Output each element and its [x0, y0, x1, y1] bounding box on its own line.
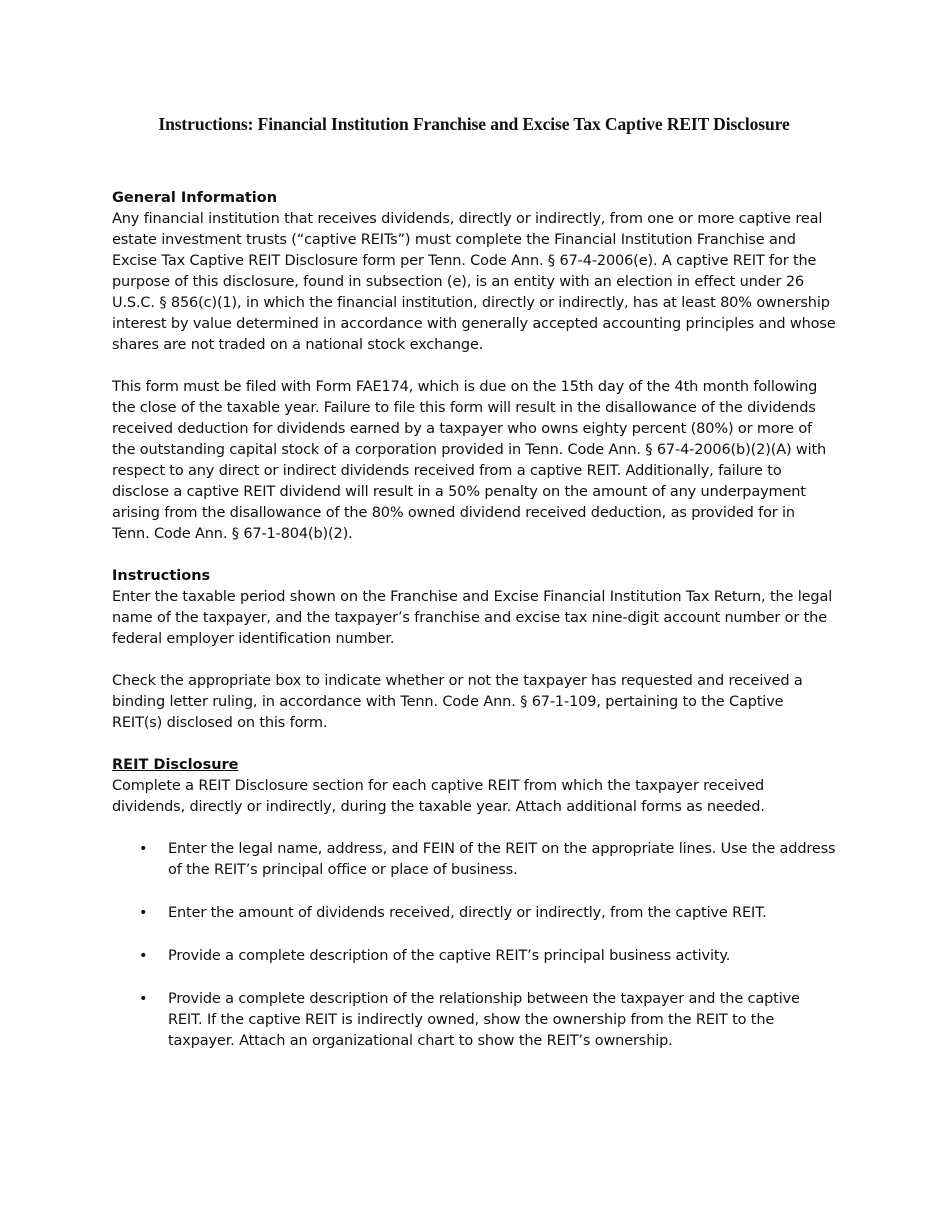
list-item — [112, 989, 836, 1052]
reit-disclosure-bullet-list — [112, 839, 836, 1052]
list-item — [112, 946, 836, 967]
reit-disclosure-heading: REIT Disclosure — [112, 757, 239, 773]
document-page — [112, 112, 836, 1074]
instructions-paragraph-1: Enter the taxable period shown on the Franchise and Excise Financial Institution Tax Return, the legal name of the taxpayer, and the taxpayer’s franchise and excise tax nine-digit account number or the federal employer identification number. — [112, 589, 833, 647]
general-information-heading: General Information — [112, 190, 278, 206]
bullet-text: Enter the legal name, address, and FEIN of the REIT on the appropriate lines. Use the address of the REIT’s principal office or place of business. — [168, 841, 836, 878]
general-information-paragraph-1: Any financial institution that receives dividends, directly or indirectly, from one or more captive real estate investment trusts (“captive REITs”) must complete the Financial Institution Franchise and Excise Tax Captive REIT Disclosure form per Tenn. Code Ann. § 67-4-2006(e). A captive REIT for the purpose of this disclosure, found in subsection (e), is an entity with an election in effect under 26 U.S.C. § 856(c)(1), in which the financial institution, directly or indirectly, has at least 80% ownership interest by value determined in accordance with generally accepted accounting principles and whose shares are not traded on a national stock exchange. — [112, 211, 836, 353]
instructions-heading: Instructions — [112, 568, 211, 584]
general-information-section — [112, 188, 836, 545]
list-item — [112, 903, 836, 924]
document-title: Instructions: Financial Institution Franchise and Excise Tax Captive REIT Disclosure — [158, 114, 790, 134]
bullet-text: Provide a complete description of the relationship between the taxpayer and the captive REIT. If the captive REIT is indirectly owned, show the ownership from the REIT to the taxpayer. Attach an organizational chart to show the REIT’s ownership. — [168, 991, 800, 1049]
bullet-icon: • — [139, 905, 148, 921]
reit-disclosure-section — [112, 755, 836, 1052]
list-item — [112, 839, 836, 881]
reit-disclosure-intro: Complete a REIT Disclosure section for each captive REIT from which the taxpayer received dividends, directly or indirectly, during the taxable year. Attach additional forms as needed. — [112, 778, 765, 815]
bullet-icon: • — [139, 841, 148, 857]
instructions-section — [112, 566, 836, 734]
instructions-paragraph-2: Check the appropriate box to indicate whether or not the taxpayer has requested and received a binding letter ruling, in accordance with Tenn. Code Ann. § 67-1-109, pertaining to the Captive REIT(s) disclosed on this form. — [112, 673, 803, 731]
bullet-text: Provide a complete description of the captive REIT’s principal business activity. — [168, 948, 731, 964]
bullet-icon: • — [139, 948, 148, 964]
general-information-paragraph-2: This form must be filed with Form FAE174, which is due on the 15th day of the 4th month following the close of the taxable year. Failure to file this form will result in the disallowance of the dividends received deduction for dividends earned by a taxpayer who owns eighty percent (80%) or more of the outstanding capital stock of a corporation provided in Tenn. Code Ann. § 67-4-2006(b)(2)(A) with respect to any direct or indirect dividends received from a captive REIT. Additionally, failure to disclose a captive REIT dividend will result in a 50% penalty on the amount of any underpayment arising from the disallowance of the 80% owned dividend received deduction, as provided for in Tenn. Code Ann. § 67-1-804(b)(2). — [112, 379, 827, 542]
bullet-icon: • — [139, 991, 148, 1007]
bullet-text: Enter the amount of dividends received, directly or indirectly, from the captive REIT. — [168, 905, 767, 921]
